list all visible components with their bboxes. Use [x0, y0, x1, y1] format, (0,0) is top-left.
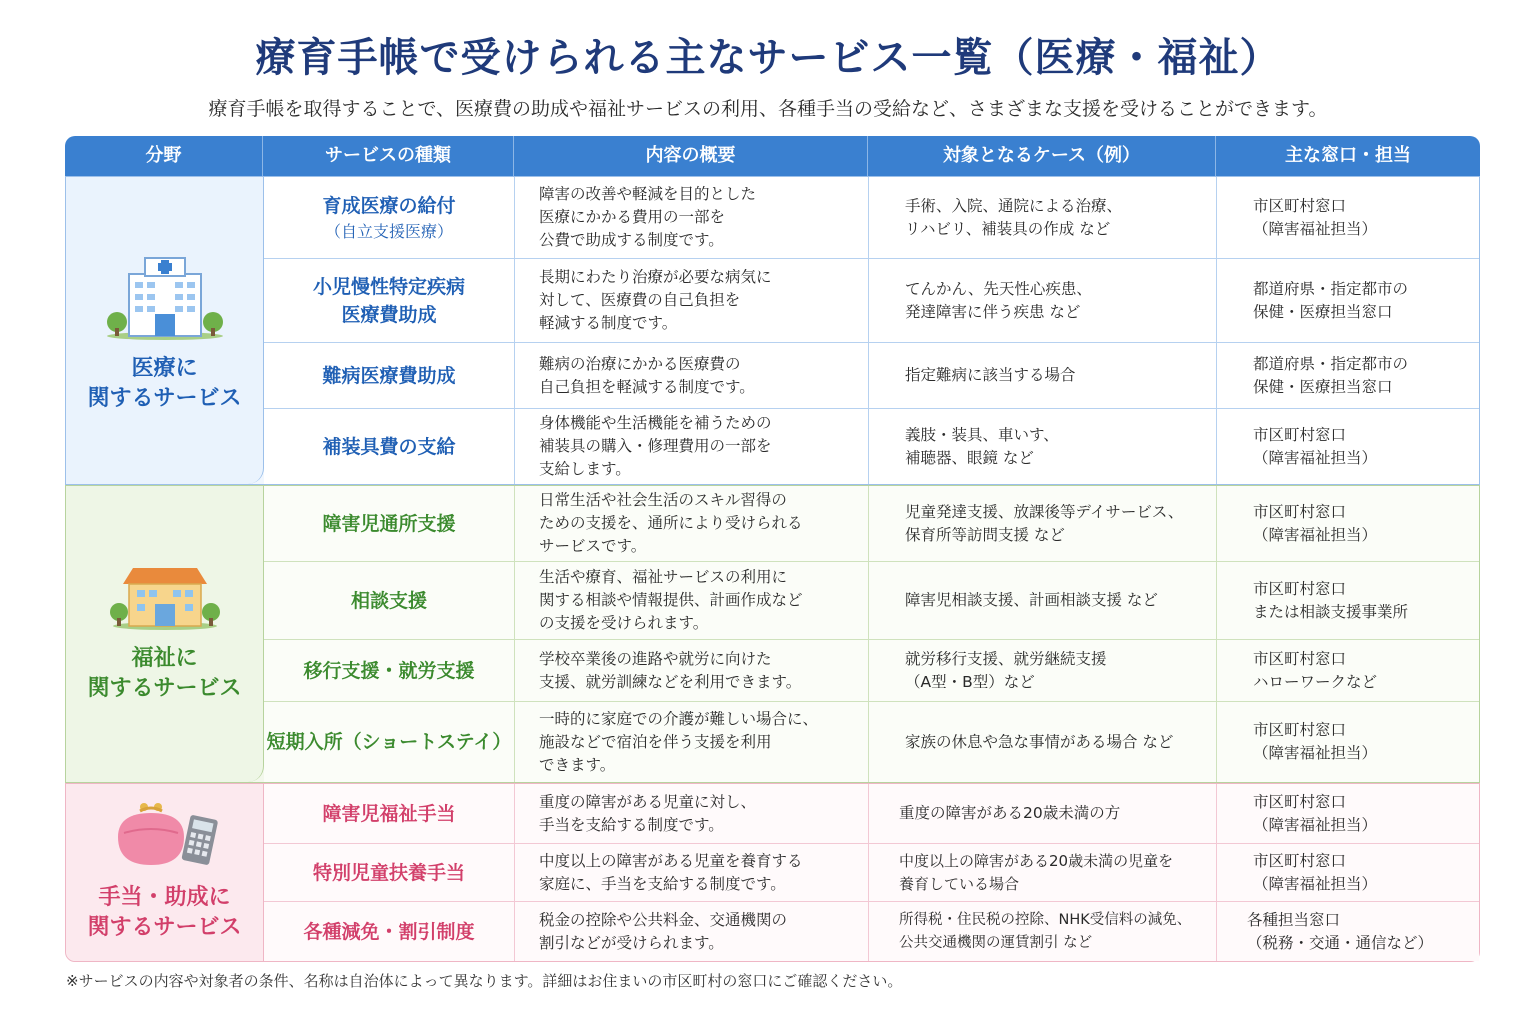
service-cases: 手術、入院、通院による治療、 リハビリ、補装具の作成 など — [905, 196, 1123, 238]
group-welfare — [65, 485, 1480, 783]
header-description: 内容の概要 — [514, 136, 868, 176]
service-description: 中度以上の障害がある児童を養育する 家庭に、手当を支給する制度です。 — [539, 851, 803, 893]
page-title: 療育手帳で受けられる主なサービス一覧（医療・福祉） — [255, 35, 1281, 81]
service-description: 難病の治療にかかる医療費の 自己負担を軽減する制度です。 — [539, 354, 755, 396]
category-label-welfare: 福祉に 関するサービス — [87, 646, 242, 701]
service-name: 育成医療の給付 — [322, 194, 456, 217]
service-window: 都道府県・指定都市の 保健・医療担当窓口 — [1253, 354, 1409, 396]
service-description: 障害の改善や軽減を目的とした 医療にかかる費用の一部を 公費で助成する制度です。 — [539, 185, 757, 249]
service-description: 身体機能や生活機能を補うための 補装具の購入・修理費用の一部を 支給します。 — [539, 414, 772, 478]
service-description: 税金の控除や公共料金、交通機関の 割引などが受けられます。 — [539, 910, 788, 952]
service-description: 一時的に家庭での介護が難しい場合に、 施設などで宿泊を伴う支援を利用 できます。 — [539, 709, 819, 774]
service-description: 生活や療育、福祉サービスの利用に 関する相談や情報提供、計画作成など の支援を受けられます。 — [539, 568, 803, 632]
service-cases: 指定難病に該当する場合 — [905, 366, 1076, 384]
service-window: 各種担当窓口 （税務・交通・通信など） — [1247, 910, 1434, 952]
table-row — [264, 486, 1479, 562]
table-header — [65, 136, 1480, 176]
service-description: 日常生活や社会生活のスキル習得の ための支援を、通所により受けられる サービスです。 — [539, 491, 803, 555]
service-cases: 重度の障害がある20歳未満の方 — [899, 804, 1121, 822]
category-label-allowance: 手当・助成に 関するサービス — [87, 884, 242, 940]
service-cases: 中度以上の障害がある20歳未満の児童を 養育している場合 — [899, 851, 1174, 893]
header-service: サービスの種類 — [263, 136, 514, 176]
service-window: 市区町村窓口 （障害福祉担当） — [1253, 721, 1378, 762]
service-name: 補装具費の支給 — [322, 435, 456, 458]
group-allowance — [65, 783, 1480, 962]
service-description: 学校卒業後の進路や就労に向けた 支援、就労訓練などを利用できます。 — [539, 649, 802, 691]
service-description: 重度の障害がある児童に対し、 手当を支給する制度です。 — [539, 792, 757, 834]
table-row — [264, 177, 1479, 259]
service-description: 長期にわたり治療が必要な病気に 対して、医療費の自己負担を 軽減する制度です。 — [539, 268, 772, 332]
table-row — [264, 844, 1479, 902]
hospital-icon — [103, 248, 227, 340]
service-cases: 家族の休息や急な事情がある場合 など — [905, 732, 1174, 751]
header-window: 主な窓口・担当 — [1285, 145, 1411, 166]
service-cases: 義肢・装具、車いす、 補聴器、眼鏡 など — [905, 425, 1059, 467]
table-row — [264, 343, 1479, 409]
group-medical — [65, 176, 1480, 485]
category-allowance — [66, 784, 264, 961]
table-row — [264, 259, 1479, 343]
table-row — [264, 902, 1479, 961]
category-medical — [66, 177, 264, 484]
page-subtitle: 療育手帳を取得することで、医療費の助成や福祉サービスの利用、各種手当の受給など、さまざまな支援を受けることができます。 — [208, 98, 1328, 120]
service-name: 難病医療費助成 — [322, 364, 456, 387]
service-name: 短期入所（ショートステイ） — [266, 731, 512, 753]
service-window: 都道府県・指定都市の 保健・医療担当窓口 — [1253, 279, 1409, 321]
services-table — [65, 136, 1480, 962]
table-row — [264, 784, 1479, 844]
table-row — [264, 562, 1479, 640]
table-row — [264, 640, 1479, 702]
service-window: 市区町村窓口 （障害福祉担当） — [1253, 196, 1378, 238]
table-row — [264, 702, 1479, 782]
service-name: 移行支援・就労支援 — [303, 659, 475, 682]
table-row — [264, 409, 1479, 484]
service-window: 市区町村窓口 または相談支援事業所 — [1253, 579, 1409, 621]
service-cases: 就労移行支援、就労継続支援 （A型・B型）など — [905, 649, 1107, 691]
service-name: 障害児福祉手当 — [322, 802, 456, 825]
service-window: 市区町村窓口 （障害福祉担当） — [1253, 792, 1378, 834]
service-subname: （自立支援医療） — [324, 221, 453, 241]
service-window: 市区町村窓口 （障害福祉担当） — [1253, 425, 1378, 467]
header-cases: 対象となるケース（例） — [868, 136, 1216, 176]
service-cases: てんかん、先天性心疾患、 発達障害に伴う疾患 など — [905, 279, 1092, 321]
wallet-calculator-icon — [110, 803, 220, 869]
category-label-medical: 医療に 関するサービス — [87, 355, 242, 411]
service-cases: 児童発達支援、放課後等デイサービス、 保育所等訪問支援 など — [905, 502, 1184, 544]
header-category: 分野 — [65, 136, 263, 176]
category-welfare — [66, 486, 264, 782]
house-icon — [109, 564, 221, 630]
service-window: 市区町村窓口 （障害福祉担当） — [1253, 502, 1378, 544]
service-name: 特別児童扶養手当 — [312, 861, 465, 884]
service-name: 小児慢性特定疾病 医療費助成 — [312, 275, 465, 326]
service-name: 障害児通所支援 — [322, 512, 456, 535]
service-window: 市区町村窓口 ハローワークなど — [1253, 649, 1378, 691]
service-name: 各種減免・割引制度 — [303, 920, 475, 943]
footnote: ※サービスの内容や対象者の条件、名称は自治体によって異なります。詳細はお住まいの市区町村の窓口にご確認ください。 — [66, 972, 903, 990]
service-window: 市区町村窓口 （障害福祉担当） — [1253, 851, 1378, 893]
service-name: 相談支援 — [350, 589, 427, 612]
service-cases: 所得税・住民税の控除、NHK受信料の減免、 公共交通機関の運賃割引 など — [899, 911, 1192, 951]
service-cases: 障害児相談支援、計画相談支援 など — [905, 591, 1158, 609]
